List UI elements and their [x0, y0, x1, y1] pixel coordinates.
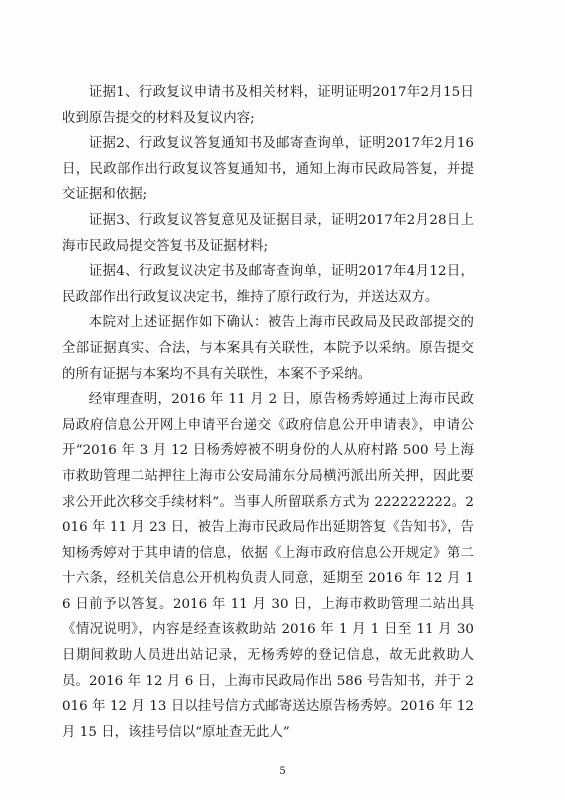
facts-found-paragraph: 经审理查明，2016 年 11 月 2 日，原告杨秀婷通过上海市民政局政府信息公开网上申请平台递交《政府信息公开申请表》，申请公开“2016 年 3 月 12 日杨秀婷被不明身份的人从府村路 500 号上海市救助管理二站押往上海市公安局浦东分局横沔派出所关押，因此要求公开此次移交手续材料”。当事人所留联系方式为 222222222。2016 年 11 月 23 日，被告上海市民政局作出延期答复《告知书》，告知杨秀婷对于其申请的信息，依据《上海市政府信息公开规定》第二十六条，经机关信息公开机构负责人同意，延期至 2016 年 12 月 16 日前予以答复。2016 年 11 月 30 日，上海市救助管理二站出具《情况说明》，内容是经查该救助站 2016 年 1 月 1 日至 11 月 30 日期间救助人员进出站记录，无杨秀婷的登记信息，故无此救助人员。2016 年 12 月 6 日，上海市民政局作出 586 号告知书，并于 2016 年 12 月 13 日以挂号信方式邮寄送达原告杨秀婷。2016 年 12 月 15 日，该挂号信以“原址查无此人” [62, 392, 474, 740]
court-confirmation-paragraph: 本院对上述证据作如下确认：被告上海市民政局及民政部提交的全部证据真实、合法，与本案具有关联性，本院予以采纳。原告提交的所有证据与本案均不具有关联性，本案不予采纳。 [62, 315, 474, 382]
evidence-3-paragraph: 证据3、行政复议答复意见及证据目录，证明2017年2月28日上海市民政局提交答复书及证据材料; [62, 212, 474, 254]
evidence-1-paragraph: 证据1、行政复议申请书及相关材料，证明证明2017年2月15日收到原告提交的材料及复议内容; [62, 85, 474, 126]
page-number: 5 [279, 766, 286, 777]
document-body [62, 80, 474, 745]
evidence-2-paragraph: 证据2、行政复议答复通知书及邮寄查询单，证明2017年2月16日，民政部作出行政复议答复通知书，通知上海市民政局答复，并提交证据和依据; [62, 136, 474, 203]
evidence-4-paragraph: 证据4、行政复议决定书及邮寄查询单，证明2017年4月12日，民政部作出行政复议决定书，维持了原行政行为，并送达双方。 [62, 264, 474, 305]
